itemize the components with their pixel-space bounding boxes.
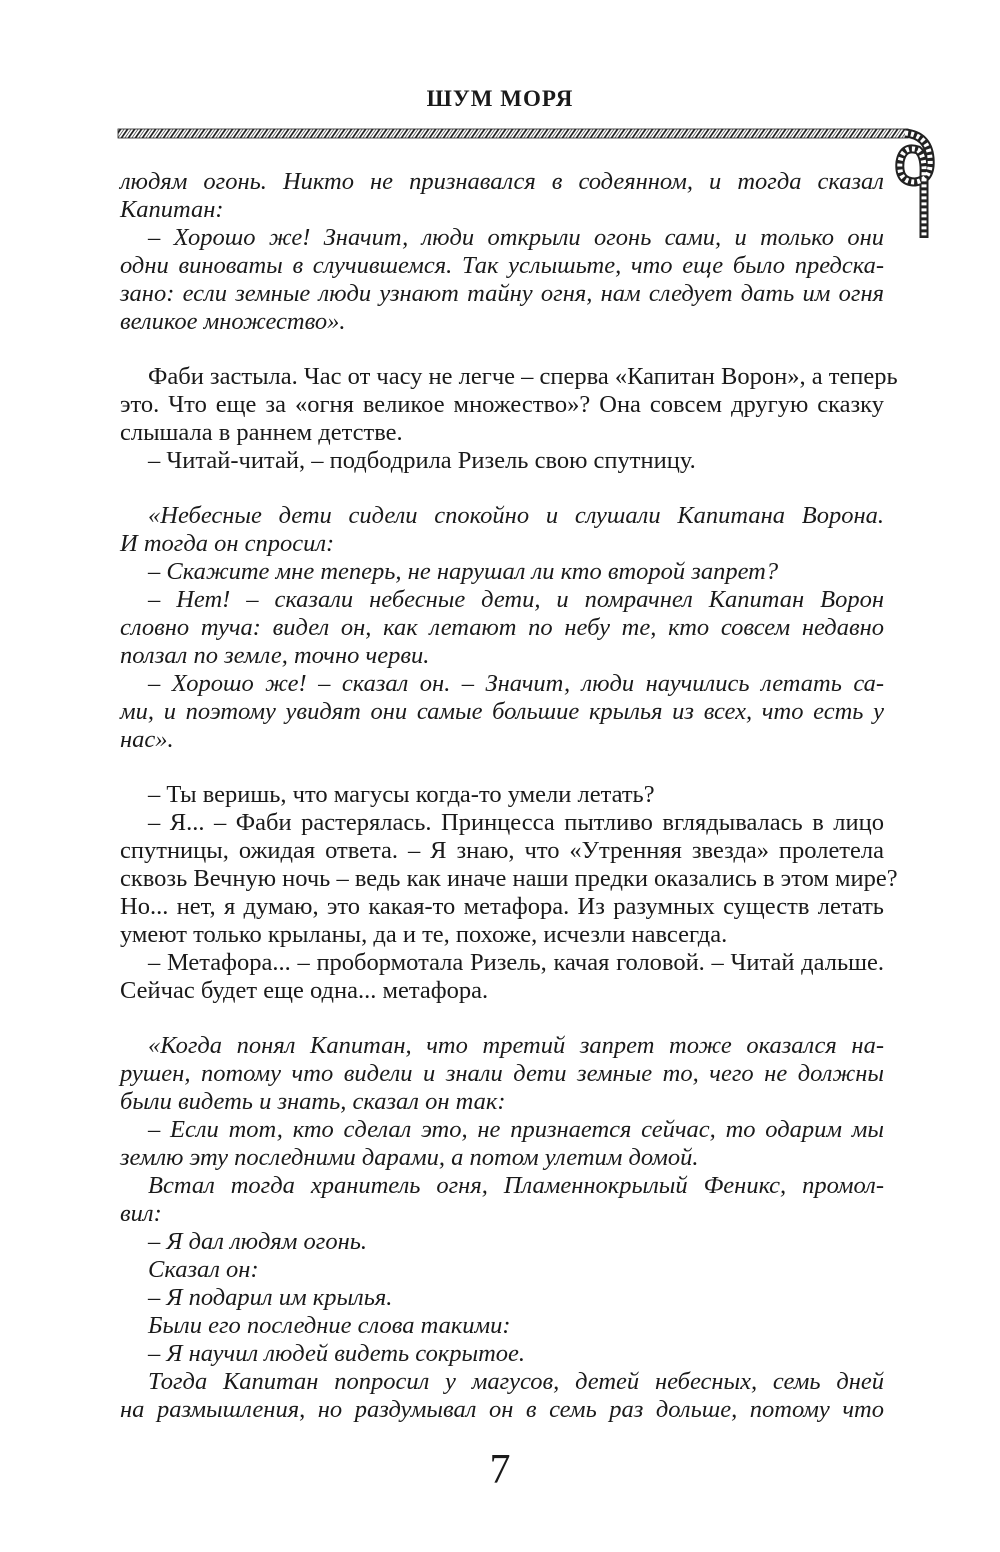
text-line: на размышления, но раздумывал он в семь раз дольше, потому что	[120, 1396, 884, 1423]
text-line: одни виноваты в случившемся. Так услышьте, что еще было предска-	[120, 252, 884, 279]
text-line: – Я научил людей видеть сокрытое.	[148, 1340, 526, 1367]
body-text	[120, 168, 898, 1424]
italic-quote-block	[120, 168, 884, 336]
text-line: – Я подарил им крылья.	[148, 1284, 393, 1311]
text-line: слышала в раннем детстве.	[120, 419, 403, 446]
text-line: Сейчас будет еще одна... метафора.	[120, 977, 489, 1004]
text-line: – Ты веришь, что магусы когда-то умели летать?	[148, 781, 655, 808]
text-line: – Я дал людям огонь.	[148, 1228, 368, 1255]
text-line: великое множество».	[120, 308, 346, 335]
page-number: 7	[489, 1447, 511, 1493]
text-line: это. Что еще за «огня великое множество»? Она совсем другую сказку	[120, 391, 884, 418]
italic-quote-block	[120, 502, 884, 754]
text-line: – Я... – Фаби растерялась. Принцесса пытливо вглядывалась в лицо	[148, 809, 884, 836]
text-line: ми, и поэтому увидят они самые большие крылья из всех, что есть у	[120, 698, 884, 725]
italic-quote-block	[120, 1032, 884, 1424]
text-line: – Скажите мне теперь, не нарушал ли кто второй запрет?	[148, 558, 779, 585]
text-line: вил:	[120, 1200, 162, 1227]
text-line: – Читай-читай, – подбодрила Ризель свою спутницу.	[148, 447, 696, 474]
paragraph-gap	[120, 336, 884, 363]
text-line: Фаби застыла. Час от часу не легче – сперва «Капитан Ворон», а теперь	[148, 363, 898, 390]
text-line: спутницы, ожидая ответа. – Я знаю, что «Утренняя звезда» пролетела	[120, 837, 884, 864]
paragraph-gap	[120, 475, 884, 502]
narrative-block	[120, 363, 898, 475]
text-line: Сказал он:	[148, 1256, 259, 1283]
text-line: Но... нет, я думаю, это какая-то метафора. Из разумных существ летать	[120, 893, 884, 920]
text-line: землю эту последними дарами, а потом улетим домой.	[120, 1144, 699, 1171]
text-line: Встал тогда хранитель огня, Пламеннокрылый Феникс, промол-	[148, 1172, 884, 1199]
text-line: – Если тот, кто сделал это, не признается сейчас, то одарим мы	[148, 1116, 884, 1143]
text-line: Капитан:	[120, 196, 224, 223]
text-line: словно туча: видел он, как летают по небу те, кто совсем недавно	[120, 614, 884, 641]
text-line: Тогда Капитан попросил у магусов, детей небесных, семь дней	[148, 1368, 884, 1395]
text-line: – Хорошо же! – сказал он. – Значит, люди научились летать са-	[148, 670, 884, 697]
running-header: ШУМ МОРЯ	[426, 86, 574, 111]
text-line: людям огонь. Никто не признавался в содеянном, и тогда сказал	[120, 168, 884, 195]
text-line: «Когда понял Капитан, что третий запрет тоже оказался на-	[148, 1032, 884, 1059]
text-line: нас».	[120, 726, 174, 753]
text-line: зано: если земные люди узнают тайну огня, нам следует дать им огня	[120, 280, 884, 307]
paragraph-gap	[120, 754, 884, 781]
text-line: «Небесные дети сидели спокойно и слушали Капитана Ворона.	[148, 502, 884, 529]
text-line: были видеть и знать, сказал он так:	[120, 1088, 506, 1115]
narrative-block	[120, 781, 898, 1005]
text-line: рушен, потому что видели и знали дети земные то, чего не должны	[120, 1060, 884, 1087]
text-line: умеют только крыланы, да и те, похоже, исчезли навсегда.	[120, 921, 728, 948]
text-line: И тогда он спросил:	[120, 530, 335, 557]
text-line: Были его последние слова такими:	[148, 1312, 511, 1339]
paragraph-gap	[120, 1005, 884, 1032]
text-line: сквозь Вечную ночь – ведь как иначе наши предки оказались в этом мире?	[120, 865, 898, 892]
text-line: ползал по земле, точно черви.	[120, 642, 430, 669]
text-line: – Нет! – сказали небесные дети, и помрачнел Капитан Ворон	[148, 586, 884, 613]
text-line: – Метафора... – пробормотала Ризель, качая головой. – Читай дальше.	[148, 949, 884, 976]
text-line: – Хорошо же! Значит, люди открыли огонь сами, и только они	[148, 224, 884, 251]
